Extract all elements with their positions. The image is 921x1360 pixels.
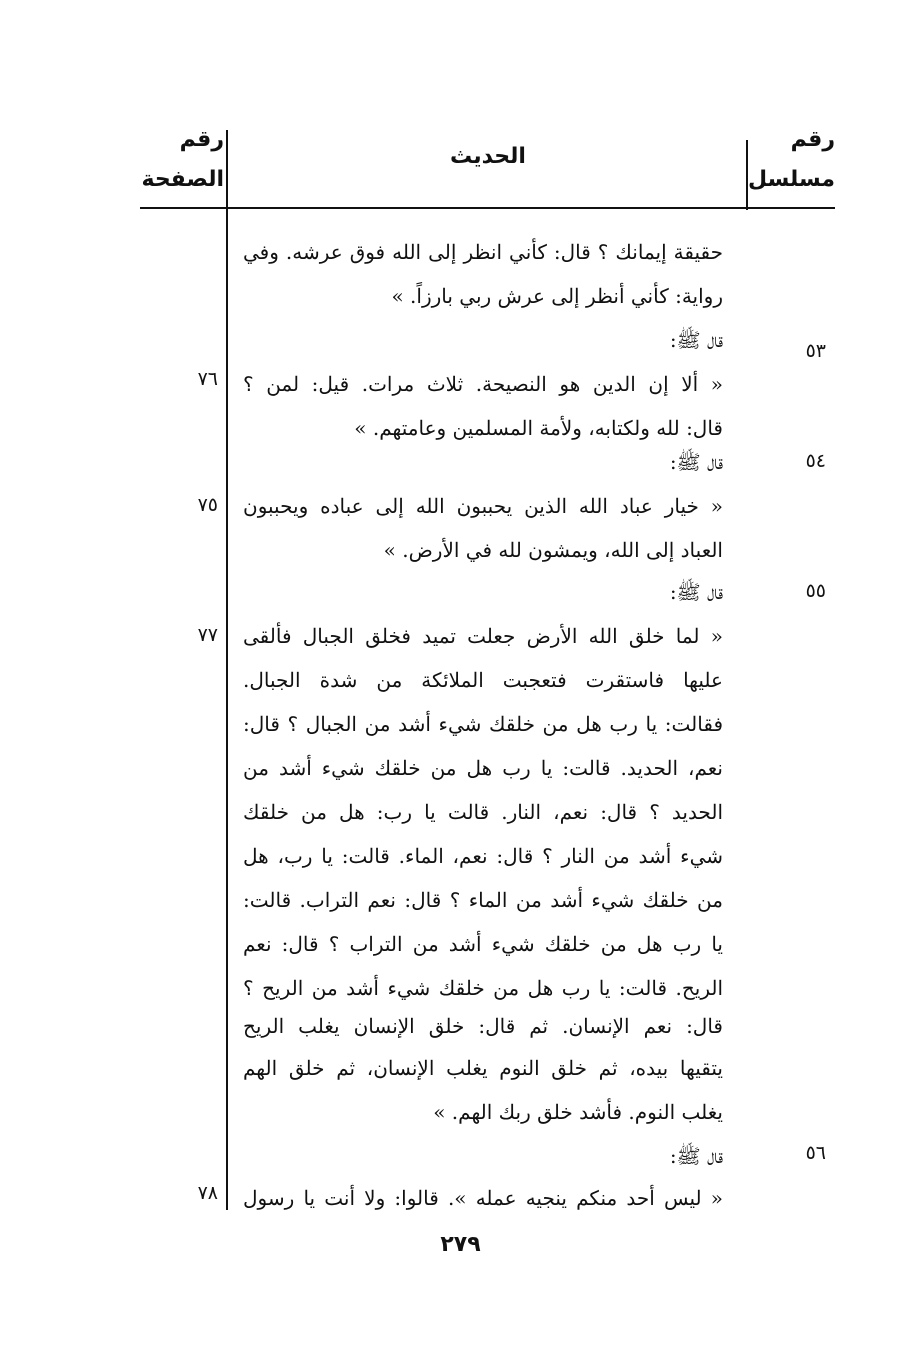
text-line: قال: لله ولكتابه، ولأمة المسلمين وعامتهم. » — [354, 416, 723, 440]
text-line: قال: نعم الإنسان. ثم قال: خلق الإنسان يغلب الريح — [243, 1014, 723, 1038]
text-line: يا رب هل من خلقك شيء أشد من التراب ؟ قال: نعم — [243, 932, 723, 956]
page-header-line2: الصفحة — [141, 167, 224, 192]
header-rule — [140, 207, 835, 209]
text-line: فقالت: يا رب هل من خلقك شيء أشد من الجبال ؟ قال: — [243, 712, 723, 736]
serial-number: ٥٦ — [805, 1142, 826, 1164]
text-line: قال ﷺ: — [669, 580, 723, 604]
page-reference: ٧٦ — [197, 368, 218, 390]
serial-number-header — [747, 120, 835, 200]
page-reference: ٧٥ — [197, 494, 218, 516]
serial-header-line1: رقم — [790, 127, 835, 152]
text-line: « ألا إن الدين هو النصيحة. ثلاث مرات. قيل: لمن ؟ — [243, 372, 723, 396]
text-line: شيء أشد من النار ؟ قال: نعم، الماء. قالت: يا رب، هل — [243, 844, 723, 868]
text-line: من خلقك شيء أشد من الماء ؟ قال: نعم التراب. قالت: — [243, 888, 723, 912]
serial-header-line2: مسلسل — [747, 167, 835, 192]
text-line: « ليس أحد منكم ينجيه عمله ». قالوا: ولا أنت يا رسول — [243, 1186, 723, 1210]
text-line: عليها فاستقرت فتعجبت الملائكة من شدة الجبال. — [243, 668, 723, 692]
hadith-header: الحديث — [450, 144, 526, 169]
text-line: نعم، الحديد. قالت: يا رب هل من خلقك شيء أشد من — [243, 756, 723, 780]
text-line: قال ﷺ: — [669, 1144, 723, 1168]
right-header-divider — [746, 140, 748, 210]
text-line: العباد إلى الله، ويمشون لله في الأرض. » — [383, 538, 723, 562]
text-line: الحديد ؟ قال: نعم، النار. قالت يا رب: هل من خلقك — [243, 800, 723, 824]
serial-number: ٥٥ — [805, 580, 826, 602]
text-line: رواية: كأني أنظر إلى عرش ربي بارزاً. » — [391, 284, 723, 308]
page-reference: ٧٧ — [197, 624, 218, 646]
text-line: « خيار عباد الله الذين يحببون الله إلى عباده ويحببون — [243, 494, 723, 518]
left-column-divider — [226, 130, 228, 1210]
serial-number: ٥٣ — [805, 340, 826, 362]
text-line: « لما خلق الله الأرض جعلت تميد فخلق الجبال فألقى — [243, 624, 723, 648]
page-footer-number: ٢٧٩ — [440, 1232, 481, 1257]
text-line: الريح. قالت: يا رب هل من خلقك شيء أشد من الريح ؟ — [243, 976, 723, 1000]
text-line: يتقيها بيده، ثم خلق النوم يغلب الإنسان، ثم خلق الهم — [243, 1056, 723, 1080]
text-line: يغلب النوم. فأشد خلق ربك الهم. » — [433, 1100, 723, 1124]
text-line: قال ﷺ: — [669, 328, 723, 352]
page-reference: ٧٨ — [197, 1182, 218, 1204]
serial-number: ٥٤ — [805, 450, 826, 472]
text-line: حقيقة إيمانك ؟ قال: كأني انظر إلى الله فوق عرشه. وفي — [243, 240, 723, 264]
page-header-line1: رقم — [179, 127, 224, 152]
page-number-header — [140, 120, 224, 200]
text-line: قال ﷺ: — [669, 450, 723, 474]
